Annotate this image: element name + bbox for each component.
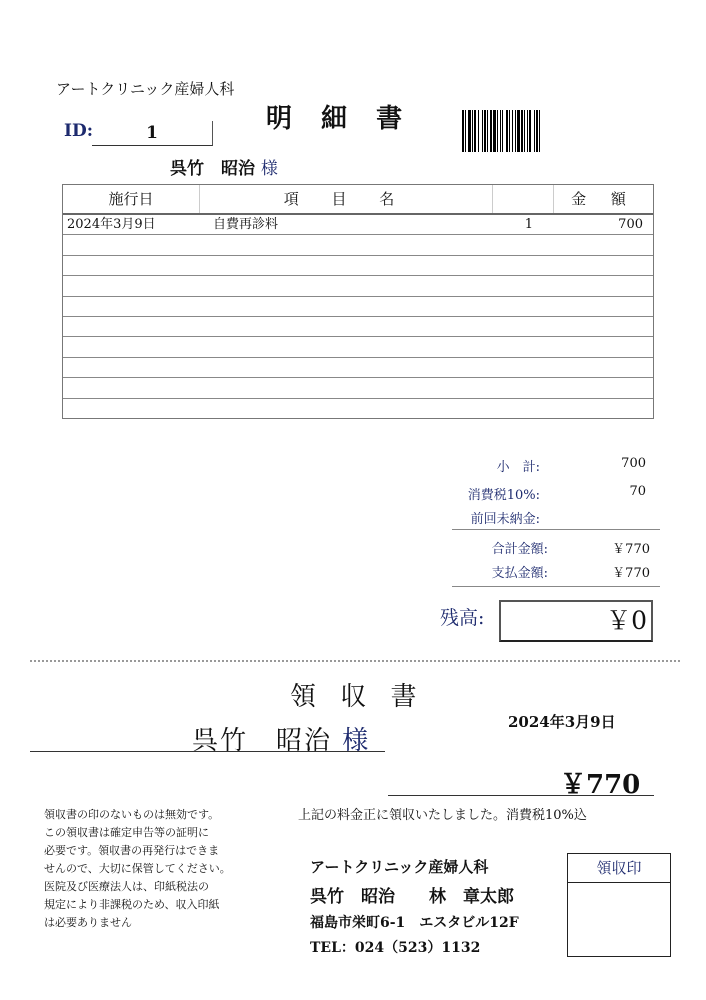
cell-date [63,337,213,356]
cell-item [213,256,493,275]
detail-table [62,184,654,419]
detail-table-body [63,215,653,418]
table-row [63,358,653,378]
cell-date [63,358,213,377]
barcode-image [462,110,570,152]
column-header-qty [493,185,554,213]
issuer-clinic: アートクリニック産婦人科 [310,858,489,876]
tax-value: 70 [629,484,646,499]
balance-value: ￥0 [606,606,647,635]
cell-amount: 700 [618,217,643,232]
table-row [63,378,653,398]
cell-date [63,378,213,397]
issuer-person: 呉竹 昭治 林 章太郎 [310,887,514,907]
cell-amount [533,399,653,418]
column-header-item: 項 目 名 [200,185,493,213]
balance-label: 残高: [440,607,485,629]
cell-item [213,337,493,356]
cell-item [213,297,493,316]
table-row [63,297,653,317]
cell-amount [533,297,653,316]
cell-qty [493,235,533,254]
cell-qty [493,378,533,397]
table-row [63,337,653,357]
receipt-patient-name: 呉竹 昭治 [192,726,333,756]
paid-label: 支払金額: [491,566,548,581]
cut-line [30,660,680,662]
cell-qty [493,256,533,275]
issuer-tel: TEL：024（523）1132 [310,940,481,956]
note-line: 規定により非課税のため、収入印紙 [44,898,220,911]
stamp-label: 領収印 [568,854,670,883]
cell-qty [493,358,533,377]
summary-divider-2 [452,586,660,587]
column-header-amount: 金 額 [571,190,636,208]
tax-label: 消費税10%: [467,488,540,503]
cell-item [213,317,493,336]
clinic-name-top: アートクリニック産婦人科 [56,80,235,98]
cell-date [63,399,213,418]
cell-date [63,256,213,275]
cell-item [213,378,493,397]
cell-amount [533,337,653,356]
patient-underline [30,751,385,752]
cell-date [63,235,213,254]
id-label: ID: [64,121,93,141]
cell-amount [533,358,653,377]
statement-title: 明 細 書 [266,104,413,134]
id-value: 1 [92,121,213,146]
receipt-statement: 上記の料金正に領収いたしました。消費税10%込 [298,808,587,823]
receipt-honorific: 様 [342,726,371,756]
cell-date [63,297,213,316]
cell-qty: 1 [524,217,533,232]
cell-qty [493,337,533,356]
note-line: この領収書は確定申告等の証明に [44,826,209,839]
cell-date: 2024年3月9日 [67,217,156,232]
cell-qty [493,317,533,336]
cell-date [63,276,213,295]
cell-qty [493,276,533,295]
table-row [63,215,653,235]
paid-value: ￥770 [612,566,650,581]
cell-amount [533,378,653,397]
cell-item [213,276,493,295]
cell-date [63,317,213,336]
previous-unpaid-label: 前回未納金: [470,512,540,527]
honorific: 様 [260,159,278,179]
detail-table-header [63,185,653,215]
table-row [63,235,653,255]
cell-qty [493,297,533,316]
cell-amount [533,256,653,275]
cell-amount [533,317,653,336]
note-line: 医院及び医療法人は、印紙税法の [44,880,209,893]
note-line: は必要ありません [44,916,132,929]
subtotal-label: 小 計: [496,460,540,475]
amount-underline [388,795,654,796]
cell-item [213,358,493,377]
total-label: 合計金額: [491,542,548,557]
table-row [63,276,653,296]
total-value: ￥770 [612,542,650,557]
cell-item: 自費再診料 [213,217,279,232]
table-row [63,399,653,418]
cell-item [213,235,493,254]
column-header-date: 施行日 [63,185,200,213]
summary-divider [452,529,660,530]
balance-box [499,600,653,642]
cell-amount [533,235,653,254]
note-line: 必要です。領収書の再発行はできま [44,844,220,857]
table-row [63,317,653,337]
patient-name-top [170,154,278,179]
cell-amount [533,276,653,295]
subtotal-value: 700 [621,456,646,471]
cell-qty [493,399,533,418]
cell-item [213,399,493,418]
receipt-amount: ￥770 [560,770,641,800]
patient-name: 呉竹 昭治 [170,159,255,179]
issuer-address: 福島市栄町6-1 エスタビル12F [310,915,519,931]
receipt-stamp-box [567,853,671,957]
receipt-title: 領 収 書 [290,682,425,712]
receipt-notes [44,806,269,932]
note-line: せんので、大切に保管してください。 [44,862,231,875]
receipt-date: 2024年3月9日 [508,713,616,731]
note-line: 領収書の印のないものは無効です。 [44,808,220,821]
table-row [63,256,653,276]
